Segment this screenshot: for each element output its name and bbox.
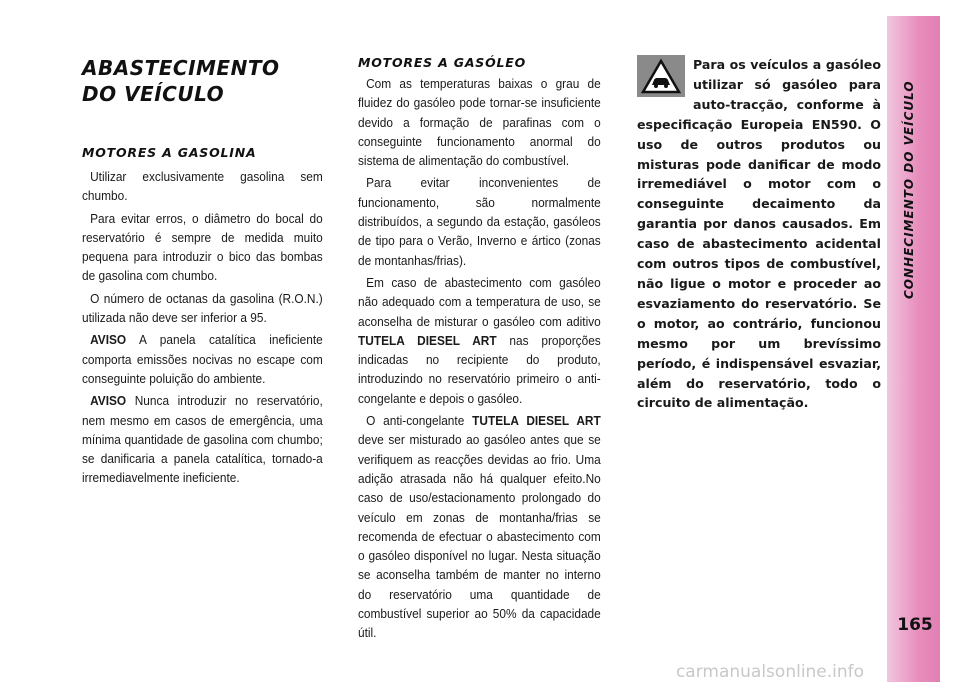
warning-text: Para os veículos a gasóleo utilizar só gasóleo para auto-tracção, conforme à especificação Europeia EN590. O uso de outros produtos ou misturas pode danificar de modo irremediável o motor com o conseguinte decaimento da garantia por danos causados. Em caso de abastecimento acidental com outros tipos de combustível, não ligue o motor e proceder ao esvaziamento do reservatório. Se o motor, ao contrário, funcionou mesmo por um brevíssimo período, é indispensável esvaziar, além do reservatório, todo o circuito de alimentação. — [637, 57, 881, 411]
column-gasoline — [82, 55, 323, 488]
sidebar-title: CONHECIMENTO DO VEÍCULO — [902, 80, 916, 300]
aviso-text: A panela catalítica ineficiente comporta emissões nocivas no escape com conseguinte poluição do ambiente. — [82, 332, 323, 386]
diesel-paragraph-1: Com as temperaturas baixas o grau de fluidez do gasóleo pode tornar-se insuficiente devido a formação de parafinas com o conseguinte funcionamento anormal do sistema de alimentação do combustível. — [358, 76, 601, 169]
aviso-catalytic — [82, 330, 323, 388]
page-number: 165 — [897, 615, 933, 635]
text-run: Em caso de abastecimento com gasóleo não adequado com a temperatura de uso, se aconselha de misturar o gasóleo com aditivo — [358, 274, 601, 329]
diesel-heading: MOTORES A GASÓLEO — [358, 55, 527, 70]
column-warning — [637, 55, 881, 413]
aviso-label: AVISO — [90, 332, 127, 348]
product-name: TUTELA DIESEL ART — [472, 413, 601, 429]
diesel-paragraph-3 — [358, 273, 601, 408]
text-run: nas proporções indicadas no recipiente do produto, introduzindo no reservatório primeiro o anti-congelante e depois o gasóleo. — [358, 332, 601, 406]
column-diesel — [358, 55, 601, 643]
text-run: O anti-congelante — [366, 413, 473, 429]
gasoline-paragraph-2: Para evitar erros, o diâmetro do bocal do reservatório é sempre de medida muito pequena para introduzir o bico das bombas de gasolina com chumbo. — [82, 210, 323, 284]
page-title — [82, 55, 323, 107]
warning-box — [637, 55, 881, 413]
watermark: carmanualsonline.info — [675, 662, 865, 682]
aviso-text: Nunca introduzir no reservatório, nem mesmo em casos de emergência, uma mínima quantidade de gasolina com chumbo; se danificaria a panela catalítica, tornado-a irremediavelmente ineficiente. — [82, 393, 323, 486]
diesel-paragraph-2: Para evitar inconvenientes de funcionamento, são normalmente distribuídos, a segundo da estação, gasóleos de tipo para o Verão, Inverno e ártico (zonas de montanhas/frias). — [358, 175, 601, 268]
text-run: deve ser misturado ao gasóleo antes que se verifiquem as reacções devidas ao frio. Uma adição atrasada não há qualquer efeito.No caso de uso/estacionamento prolongado do veículo em zonas de montanha/frias se recomenda de efectuar o abastecimento com o gasóleo disponível no lugar. Nesta situação se aconselha também de manter no interno do reservatório uma quantidade de combustível superior ao 50% da capacidade útil. — [358, 432, 601, 641]
aviso-label: AVISO — [90, 393, 127, 409]
page-title-line1: ABASTECIMENTO — [82, 56, 280, 80]
diesel-paragraph-4 — [358, 411, 601, 643]
product-name: TUTELA DIESEL ART — [358, 332, 497, 348]
gasoline-heading: MOTORES A GASOLINA — [82, 145, 257, 160]
warning-car-icon — [637, 55, 685, 97]
page-title-line2: DO VEÍCULO — [82, 82, 225, 106]
gasoline-paragraph-1: Utilizar exclusivamente gasolina sem chumbo. — [82, 169, 323, 204]
gasoline-paragraph-3: O número de octanas da gasolina (R.O.N.) utilizada não deve ser inferior a 95. — [82, 290, 323, 326]
aviso-leaded — [82, 391, 323, 487]
